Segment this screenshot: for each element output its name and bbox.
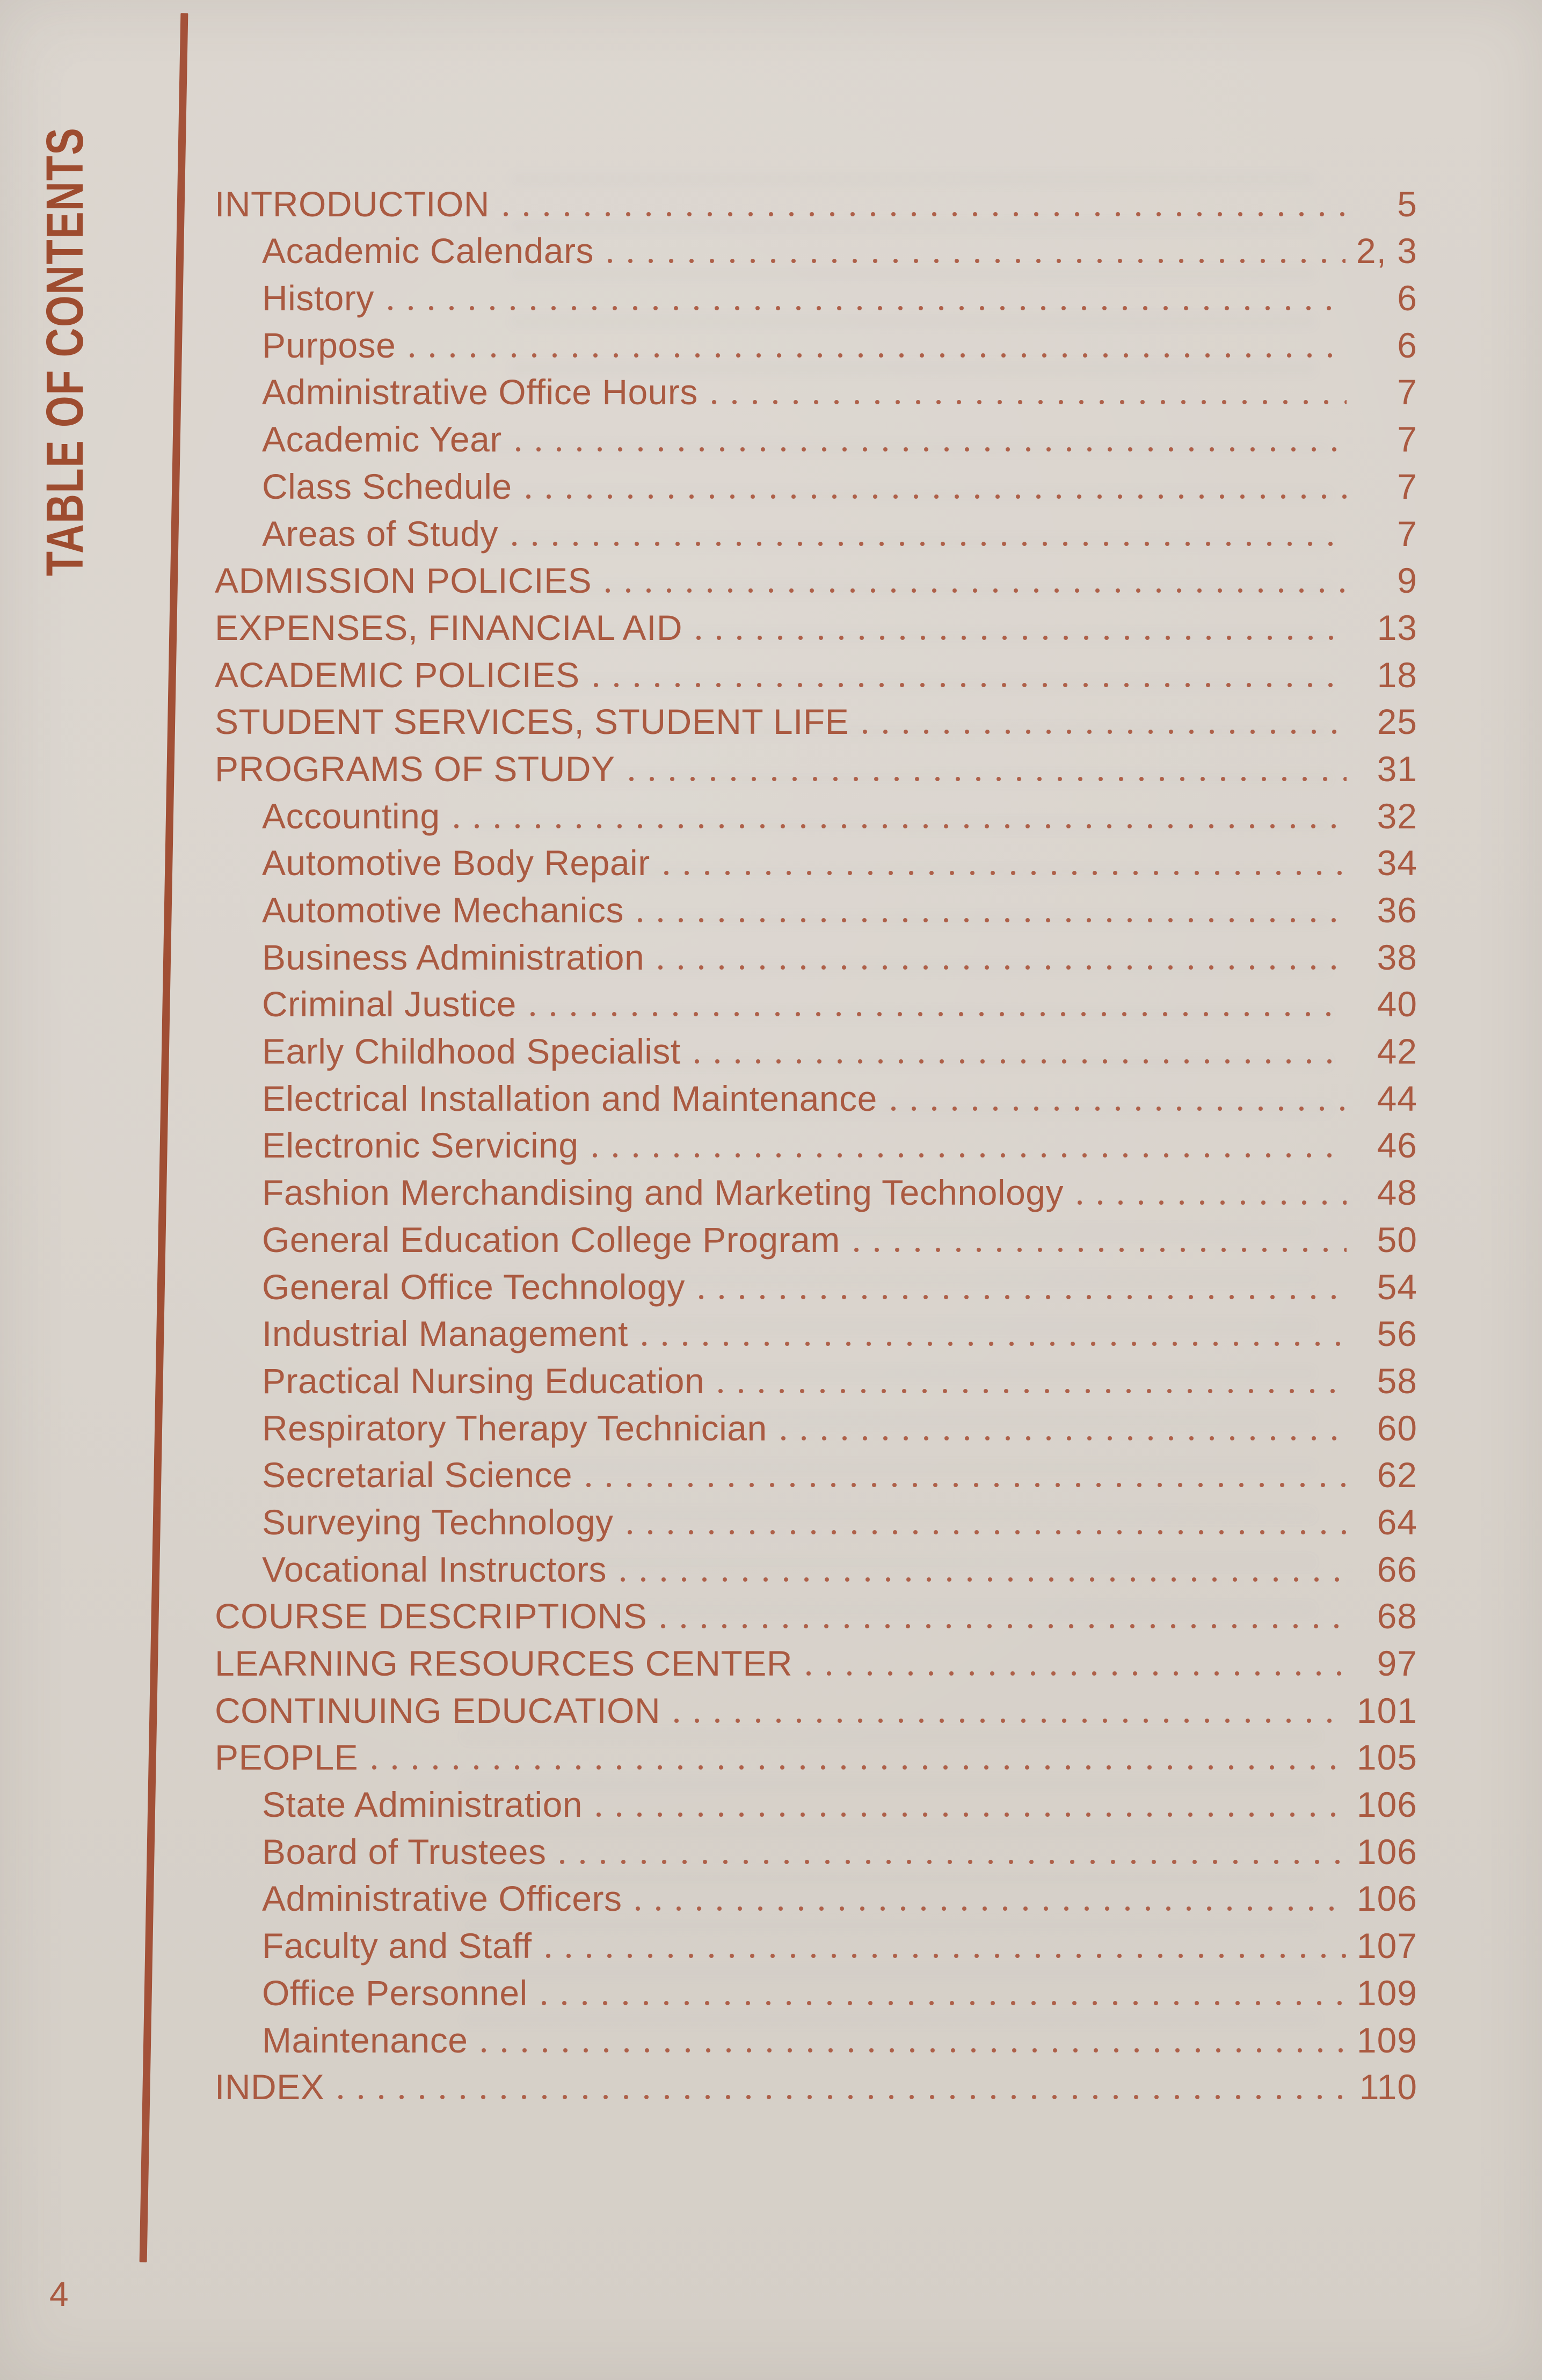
- toc-entry-label: EXPENSES, FINANCIAL AID: [215, 607, 682, 647]
- dot-leader: [482, 2048, 1345, 2053]
- toc-entry-label: Electrical Installation and Maintenance: [262, 1078, 877, 1118]
- toc-entry-label: Automotive Mechanics: [262, 890, 624, 930]
- toc-entry-label: Office Personnel: [262, 1973, 528, 2013]
- toc-entry-page: 107: [1356, 1926, 1417, 1966]
- toc-row: [215, 1825, 1417, 1872]
- dot-leader: [863, 730, 1347, 734]
- dot-leader: [699, 1295, 1347, 1299]
- toc-entry-page: 110: [1359, 2067, 1417, 2107]
- dot-leader: [597, 1813, 1346, 1817]
- dot-leader: [454, 824, 1347, 828]
- toc-entry-label: Administrative Officers: [262, 1879, 622, 1919]
- toc-row: [215, 1590, 1417, 1637]
- dot-leader: [338, 2095, 1347, 2099]
- dot-leader: [606, 588, 1347, 593]
- toc-entry-page: 66: [1377, 1549, 1417, 1589]
- toc-entry-page: 2, 3: [1356, 231, 1417, 271]
- toc-entry-label: CONTINUING EDUCATION: [215, 1690, 661, 1730]
- dot-leader: [636, 1906, 1345, 1911]
- toc-entry-label: ADMISSION POLICIES: [215, 561, 592, 601]
- toc-row: [215, 412, 1417, 460]
- toc-entry-label: Academic Calendars: [262, 231, 594, 271]
- toc-entry-label: Electronic Servicing: [262, 1125, 579, 1166]
- toc-row: [215, 1966, 1417, 2013]
- toc-entry-page: 50: [1377, 1219, 1417, 1260]
- toc-entry-label: Class Schedule: [262, 466, 512, 506]
- toc-entry-label: History: [262, 278, 374, 318]
- dot-leader: [712, 400, 1347, 404]
- toc-row: [215, 318, 1417, 366]
- toc-entry-label: COURSE DESCRIPTIONS: [215, 1596, 648, 1636]
- dot-leader: [542, 2001, 1346, 2005]
- toc-entry-label: Surveying Technology: [262, 1502, 614, 1542]
- toc-row: [215, 1024, 1417, 1072]
- toc-entry-label: PROGRAMS OF STUDY: [215, 748, 615, 789]
- toc-row: [215, 1354, 1417, 1401]
- toc-entry-page: 101: [1356, 1690, 1417, 1730]
- toc-entry-label: Early Childhood Specialist: [262, 1031, 681, 1072]
- toc-row: [215, 789, 1417, 836]
- toc-row: [215, 648, 1417, 695]
- dot-leader: [594, 683, 1347, 687]
- toc-row: [215, 1213, 1417, 1260]
- toc-entry-page: 68: [1377, 1596, 1417, 1636]
- toc-entry-label: Respiratory Therapy Technician: [262, 1408, 767, 1448]
- toc-row: [215, 1401, 1417, 1449]
- toc-entry-page: 109: [1356, 2020, 1417, 2060]
- toc-entry-page: 38: [1377, 937, 1417, 977]
- toc-entry-page: 48: [1377, 1173, 1417, 1213]
- toc-entry-page: 7: [1397, 466, 1417, 506]
- toc-row: [215, 271, 1417, 318]
- toc-row: [215, 601, 1417, 648]
- toc-row: [215, 1684, 1417, 1731]
- toc-entry-page: 13: [1377, 607, 1417, 647]
- toc-entry-page: 18: [1377, 654, 1417, 695]
- toc-row: [215, 177, 1417, 224]
- dot-leader: [658, 965, 1347, 970]
- dot-leader: [530, 1012, 1347, 1016]
- dot-leader: [512, 542, 1347, 546]
- dot-leader: [372, 1765, 1346, 1770]
- toc-row: [215, 883, 1417, 930]
- dot-leader: [854, 1248, 1347, 1252]
- toc-row: [215, 366, 1417, 413]
- toc-row: [215, 1119, 1417, 1166]
- toc-row: [215, 507, 1417, 554]
- dot-leader: [560, 1860, 1345, 1864]
- toc-row: [215, 978, 1417, 1025]
- toc-entry-label: Fashion Merchandising and Marketing Technology: [262, 1173, 1064, 1213]
- dot-leader: [674, 1719, 1346, 1723]
- dot-leader: [629, 777, 1347, 781]
- toc-row: [215, 1542, 1417, 1590]
- toc-entry-label: LEARNING RESOURCES CENTER: [215, 1643, 793, 1683]
- dot-leader: [628, 1530, 1347, 1534]
- toc-entry-page: 46: [1377, 1125, 1417, 1166]
- toc-row: [215, 1872, 1417, 1919]
- dot-leader: [410, 353, 1347, 358]
- toc-entry-page: 25: [1377, 702, 1417, 742]
- toc-entry-page: 105: [1356, 1737, 1417, 1778]
- toc-entry-label: Vocational Instructors: [262, 1549, 607, 1589]
- toc-entry-page: 62: [1377, 1455, 1417, 1495]
- toc-row: [215, 1636, 1417, 1684]
- toc-row: [215, 1260, 1417, 1307]
- toc-entry-page: 32: [1377, 796, 1417, 836]
- page-title: TABLE OF CONTENTS: [35, 127, 94, 577]
- toc-entry-page: 42: [1377, 1031, 1417, 1072]
- toc-row: [215, 742, 1417, 789]
- toc-entry-label: INDEX: [215, 2067, 325, 2107]
- toc-entry-label: Administrative Office Hours: [262, 372, 698, 412]
- dot-leader: [593, 1153, 1347, 1158]
- toc-entry-page: 34: [1377, 843, 1417, 883]
- vertical-divider-rule: [140, 13, 188, 2262]
- toc-entry-label: Criminal Justice: [262, 984, 517, 1024]
- toc-row: [215, 1495, 1417, 1542]
- dot-leader: [642, 1342, 1347, 1346]
- toc-entry-page: 106: [1356, 1831, 1417, 1872]
- toc-entry-label: Academic Year: [262, 419, 502, 460]
- toc-row: [215, 2013, 1417, 2061]
- toc-entry-label: Maintenance: [262, 2020, 468, 2060]
- dot-leader: [781, 1436, 1347, 1440]
- toc-row: [215, 1449, 1417, 1496]
- toc-entry-page: 6: [1397, 278, 1417, 318]
- toc-entry-label: Industrial Management: [262, 1314, 628, 1354]
- toc-row: [215, 2061, 1417, 2108]
- toc-entry-label: Board of Trustees: [262, 1831, 547, 1872]
- toc-entry-label: STUDENT SERVICES, STUDENT LIFE: [215, 702, 849, 742]
- dot-leader: [621, 1577, 1347, 1582]
- toc-row: [215, 460, 1417, 507]
- toc-entry-label: General Office Technology: [262, 1267, 685, 1307]
- toc-entry-page: 6: [1397, 325, 1417, 365]
- toc-row: [215, 695, 1417, 743]
- toc-row: [215, 1307, 1417, 1355]
- toc-row: [215, 224, 1417, 272]
- toc-entry-page: 64: [1377, 1502, 1417, 1542]
- toc-row: [215, 1166, 1417, 1213]
- dot-leader: [388, 306, 1347, 310]
- dot-leader: [891, 1107, 1347, 1111]
- toc-entry-page: 60: [1377, 1408, 1417, 1448]
- dot-leader: [546, 1954, 1346, 1958]
- toc-row: [215, 930, 1417, 978]
- dot-leader: [638, 918, 1347, 922]
- toc-row: [215, 1072, 1417, 1119]
- toc-entry-page: 58: [1377, 1360, 1417, 1401]
- toc-entry-label: Accounting: [262, 796, 440, 836]
- toc-entry-label: Business Administration: [262, 937, 645, 977]
- dot-leader: [661, 1624, 1347, 1628]
- toc-entry-page: 109: [1356, 1973, 1417, 2013]
- toc-entry-page: 7: [1397, 419, 1417, 460]
- toc-row: [215, 1731, 1417, 1778]
- toc-row: [215, 836, 1417, 884]
- toc-entry-label: Purpose: [262, 325, 396, 365]
- toc-entry-label: Secretarial Science: [262, 1455, 573, 1495]
- dot-leader: [516, 447, 1347, 452]
- dot-leader: [806, 1671, 1347, 1676]
- toc-entry-page: 97: [1377, 1643, 1417, 1683]
- toc-entry-page: 106: [1356, 1879, 1417, 1919]
- page-number: 4: [49, 2275, 69, 2313]
- toc-entry-page: 7: [1397, 513, 1417, 554]
- toc-entry-label: INTRODUCTION: [215, 184, 490, 224]
- toc-entry-page: 40: [1377, 984, 1417, 1024]
- toc-entry-page: 7: [1397, 372, 1417, 412]
- toc-entry-page: 56: [1377, 1314, 1417, 1354]
- dot-leader: [695, 1059, 1347, 1064]
- dot-leader: [1078, 1200, 1347, 1205]
- dot-leader: [504, 212, 1347, 216]
- toc-row: [215, 1919, 1417, 1966]
- toc-entry-page: 36: [1377, 890, 1417, 930]
- toc-entry-page: 9: [1397, 561, 1417, 601]
- toc-entry-label: General Education College Program: [262, 1219, 840, 1260]
- toc-entry-page: 5: [1397, 184, 1417, 224]
- toc-entry-page: 44: [1377, 1078, 1417, 1118]
- toc-entry-page: 54: [1377, 1267, 1417, 1307]
- toc-entry-label: State Administration: [262, 1785, 583, 1825]
- toc-entry-label: Faculty and Staff: [262, 1926, 532, 1966]
- toc-entry-page: 106: [1356, 1785, 1417, 1825]
- dot-leader: [664, 871, 1347, 875]
- toc-entry-label: Practical Nursing Education: [262, 1360, 705, 1401]
- toc-entry-label: Automotive Body Repair: [262, 843, 650, 883]
- toc-list: [215, 177, 1417, 2107]
- dot-leader: [718, 1389, 1347, 1393]
- toc-entry-label: PEOPLE: [215, 1737, 359, 1778]
- dot-leader: [586, 1483, 1347, 1487]
- dot-leader: [608, 259, 1345, 263]
- toc-entry-label: Areas of Study: [262, 513, 498, 554]
- dot-leader: [696, 636, 1347, 640]
- dot-leader: [526, 494, 1347, 499]
- toc-entry-label: ACADEMIC POLICIES: [215, 654, 580, 695]
- toc-row: [215, 554, 1417, 601]
- toc-entry-page: 31: [1377, 748, 1417, 789]
- toc-row: [215, 1778, 1417, 1825]
